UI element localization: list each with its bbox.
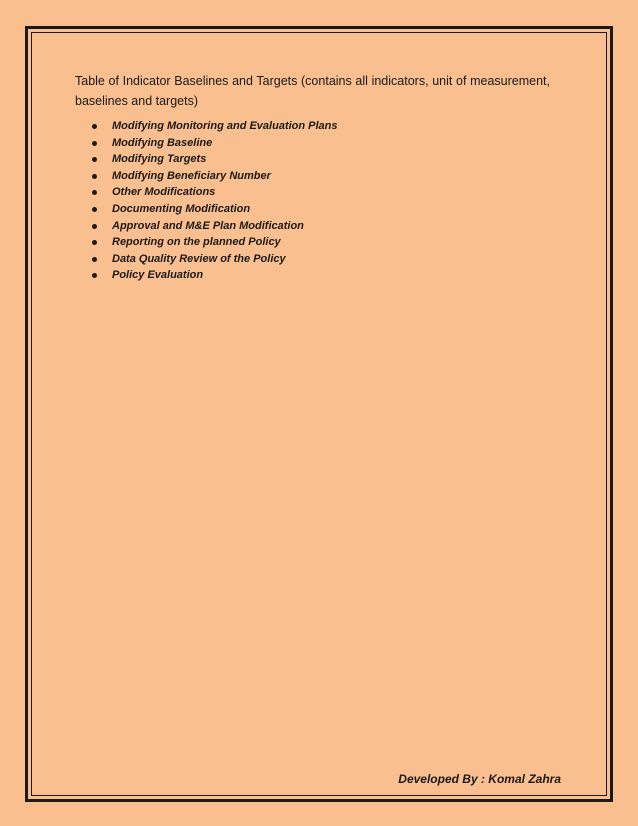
bullet-item-label: Reporting on the planned Policy [112,236,281,249]
bullet-dot-icon [92,224,97,229]
bullet-item [90,267,338,284]
bullet-dot-icon [92,273,97,278]
bullet-item [90,184,338,201]
bullet-item-label: Approval and M&E Plan Modification [112,219,304,232]
bullet-item-label: Other Modifications [112,186,216,199]
bullet-dot-icon [92,257,97,262]
bullet-dot-icon [92,174,97,179]
bullet-dot-icon [92,190,97,195]
bullet-dot-icon [92,157,97,162]
bullet-list [90,118,338,284]
bullet-item [90,234,338,251]
author-credit: Developed By : Komal Zahra [398,772,561,786]
bullet-item-label: Documenting Modification [112,202,251,215]
bullet-item [90,118,338,135]
bullet-dot-icon [92,141,97,146]
bullet-item [90,135,338,152]
bullet-item-label: Modifying Monitoring and Evaluation Plans [112,120,338,132]
bullet-item [90,201,338,218]
bullet-item-label: Modifying Baseline [112,136,213,149]
bullet-item [90,218,338,235]
bullet-item-label: Modifying Targets [112,153,207,166]
bullet-item [90,251,338,268]
bullet-item [90,168,338,185]
bullet-item [90,151,338,168]
bullet-item-label: Policy Evaluation [112,269,204,282]
bullet-item-label: Modifying Beneficiary Number [112,169,271,182]
intro-paragraph: Table of Indicator Baselines and Targets (contains all indicators, unit of measurement, baselines and targets) [75,74,550,108]
bullet-dot-icon [92,124,97,129]
bullet-item-label: Data Quality Review of the Policy [112,252,286,265]
bullet-dot-icon [92,240,97,245]
bullet-dot-icon [92,207,97,212]
